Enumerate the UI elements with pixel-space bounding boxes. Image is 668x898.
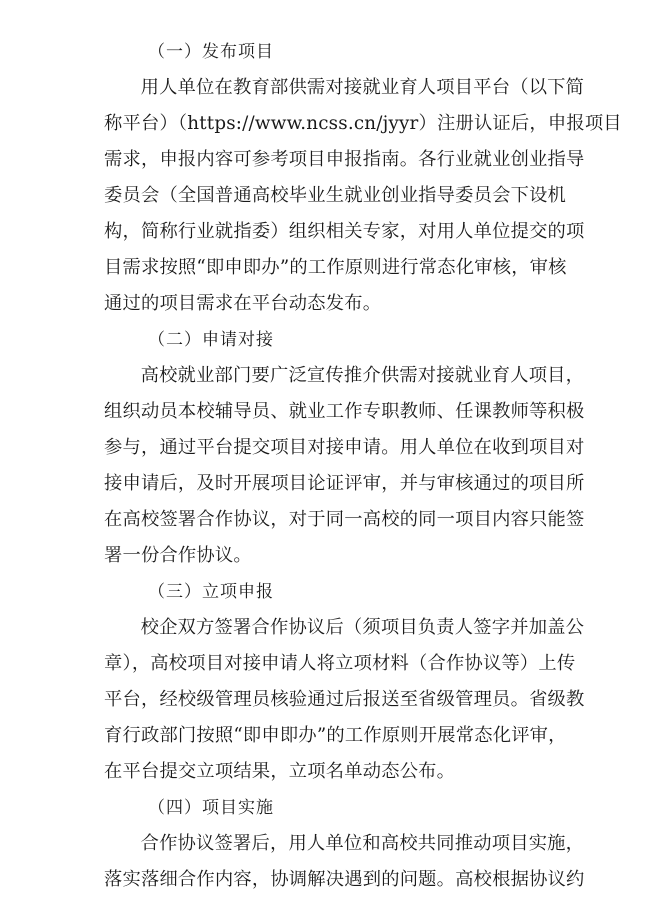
section-3 [104, 574, 610, 790]
text-line: 落实落细合作内容，协调解决遇到的问题。高校根据协议约 [104, 869, 585, 890]
text-line: 章），高校项目对接申请人将立项材料（合作协议等）上传 [104, 653, 576, 674]
section-heading: （四）项目实施 [148, 798, 274, 818]
section-heading: （一）发布项目 [148, 42, 274, 62]
section-body [104, 826, 610, 898]
text-line: 组织动员本校辅导员、就业工作专职教师、任课教师等积极 [104, 401, 585, 422]
text-line: 署一份合作协议。 [104, 545, 252, 566]
section-2 [104, 322, 610, 574]
text-line: 在平台提交立项结果，立项名单动态公布。 [104, 761, 456, 782]
section-heading: （二）申请对接 [148, 330, 274, 350]
text-line: 通过的项目需求在平台动态发布。 [104, 293, 382, 314]
text-line: 需求，申报内容可参考项目申报指南。各行业就业创业指导 [104, 149, 585, 170]
text-line: 接申请后，及时开展项目论证评审，并与审核通过的项目所 [104, 473, 585, 494]
text-line: 构，简称行业就指委）组织相关专家，对用人单位提交的项 [104, 221, 585, 242]
section-body [104, 610, 610, 790]
section-4 [104, 790, 610, 898]
text-line: 合作协议签署后，用人单位和高校共同推动项目实施， [140, 833, 585, 854]
text-line: 校企双方签署合作协议后（须项目负责人签字并加盖公 [140, 617, 585, 638]
text-line: 在高校签署合作协议，对于同一高校的同一项目内容只能签 [104, 509, 585, 530]
section-body [104, 70, 622, 322]
text-line: 委员会（全国普通高校毕业生就业创业指导委员会下设机 [104, 185, 567, 206]
section-body [104, 358, 610, 574]
text-line: 平台，经校级管理员核验通过后报送至省级管理员。省级教 [104, 689, 585, 710]
section-heading: （三）立项申报 [148, 582, 274, 602]
text-line: 育行政部门按照“即申即办”的工作原则开展常态化评审， [104, 725, 567, 746]
text-line: 参与，通过平台提交项目对接申请。用人单位在收到项目对 [104, 437, 585, 458]
text-line: 目需求按照“即申即办”的工作原则进行常态化审核，审核 [104, 257, 567, 278]
text-line: 称平台）（https://www.ncss.cn/jyyr）注册认证后，申报项目 [104, 113, 622, 134]
text-line: 用人单位在教育部供需对接就业育人项目平台（以下简 [140, 77, 585, 98]
section-1 [104, 34, 622, 322]
text-line: 高校就业部门要广泛宣传推介供需对接就业育人项目， [140, 365, 585, 386]
